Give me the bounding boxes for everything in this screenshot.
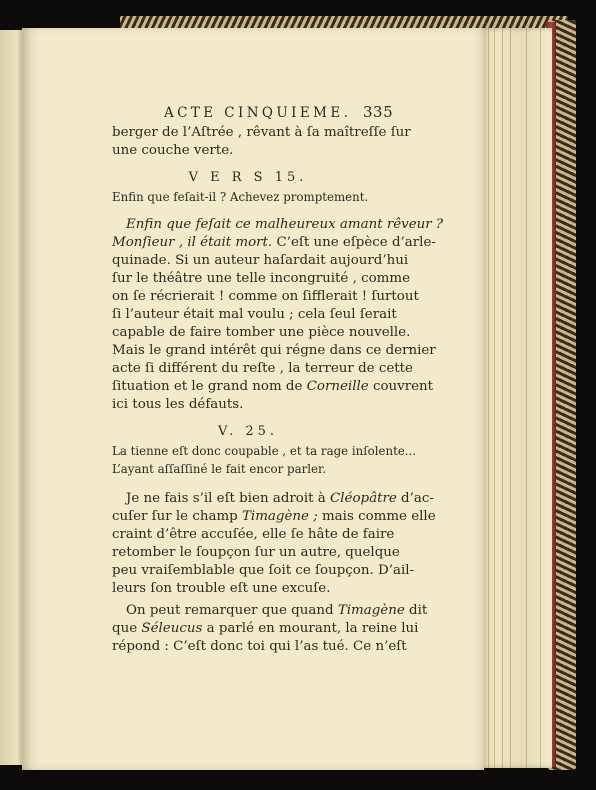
verse-quote: La tienne eſt donc coupable , et ta rage inſolente... [112, 444, 417, 458]
text-line: quinade. Si un auteur haſardait aujourd’hui [112, 253, 409, 268]
text-span: d’ac- [396, 491, 434, 506]
text-line: ſi l’auteur était mal voulu ; cela ſeul ſerait [112, 307, 397, 322]
italic-phrase: Monſieur , il était mort. [112, 235, 273, 250]
italic-name: Cléopâtre [330, 491, 397, 506]
page-stack-edges [480, 28, 552, 768]
text-line: acte ſi différent du reſte , la terreur de cette [112, 361, 413, 376]
text-span: que [112, 621, 142, 636]
text-line: capable de faire tomber une pièce nouvelle. [112, 325, 411, 340]
text-span: C’eſt une eſpèce d’arle- [272, 235, 436, 250]
text-line [112, 378, 434, 396]
text-span: Je ne fais s’il eſt bien adroit à [126, 491, 331, 506]
text-span: couvrent [368, 379, 434, 394]
text-line [112, 620, 419, 638]
text-span: ſituation et le grand nom de [112, 379, 307, 394]
section-heading-v-25: V. 25. [217, 424, 279, 439]
text-line [112, 602, 428, 620]
running-head [164, 100, 394, 124]
paragraph-3 [112, 490, 436, 598]
paragraph-4 [112, 602, 428, 656]
text-line: berger de l’Aſtrée , rêvant à ſa maîtreſſe ſur [112, 125, 411, 140]
facing-page-edge [0, 30, 24, 765]
italic-name: Timagène [337, 603, 405, 618]
text-span: On peut remarquer que quand [126, 603, 338, 618]
verse-quote: L’ayant aſſaſſiné le fait encor parler. [112, 462, 327, 476]
text-line [112, 508, 436, 526]
italic-name: Timagène ; [242, 509, 318, 524]
book-page [22, 28, 484, 770]
text-line [112, 234, 436, 252]
running-head-title: ACTE CINQUIEME. [164, 105, 352, 121]
paragraph-2 [112, 216, 444, 414]
text-line: peu vraiſemblable que ſoit ce ſoupçon. D’ail- [112, 563, 415, 578]
text-line: ſur le théâtre une telle incongruité , comme [112, 271, 410, 286]
text-span: mais comme elle [317, 509, 436, 524]
verse-quote: Enfin que feſait-il ? Achevez promptement. [112, 190, 369, 204]
text-line: Mais le grand intérêt qui régne dans ce dernier [112, 343, 436, 358]
section-heading-vers-15: V E R S 15. [188, 170, 308, 185]
page-number: 335 [363, 103, 394, 121]
italic-name: Séleucus [141, 621, 203, 636]
text-line: retomber le ſoupçon ſur un autre, quelque [112, 545, 400, 560]
paragraph-1 [112, 124, 411, 160]
text-line [112, 490, 434, 508]
text-span: dit [404, 603, 428, 618]
text-line: on ſe récrierait ! comme on ſifflerait ! ſurtout [112, 289, 419, 304]
text-line: ici tous les défauts. [112, 397, 244, 412]
text-line: leurs ſon trouble eſt une excuſe. [112, 581, 331, 596]
page-text [112, 100, 444, 656]
text-span: cuſer ſur le champ [112, 509, 242, 524]
italic-name: Corneille [306, 379, 369, 394]
text-span: a parlé en mourant, la reine lui [202, 621, 419, 636]
text-line: craint d’être accuſée, elle ſe hâte de faire [112, 527, 395, 542]
text-line: Enfin que feſait ce malheureux amant rêveur ? [126, 217, 444, 232]
text-line: une couche verte. [112, 143, 234, 158]
text-line: répond : C’eſt donc toi qui l’as tué. Ce n’eſt [112, 639, 407, 654]
